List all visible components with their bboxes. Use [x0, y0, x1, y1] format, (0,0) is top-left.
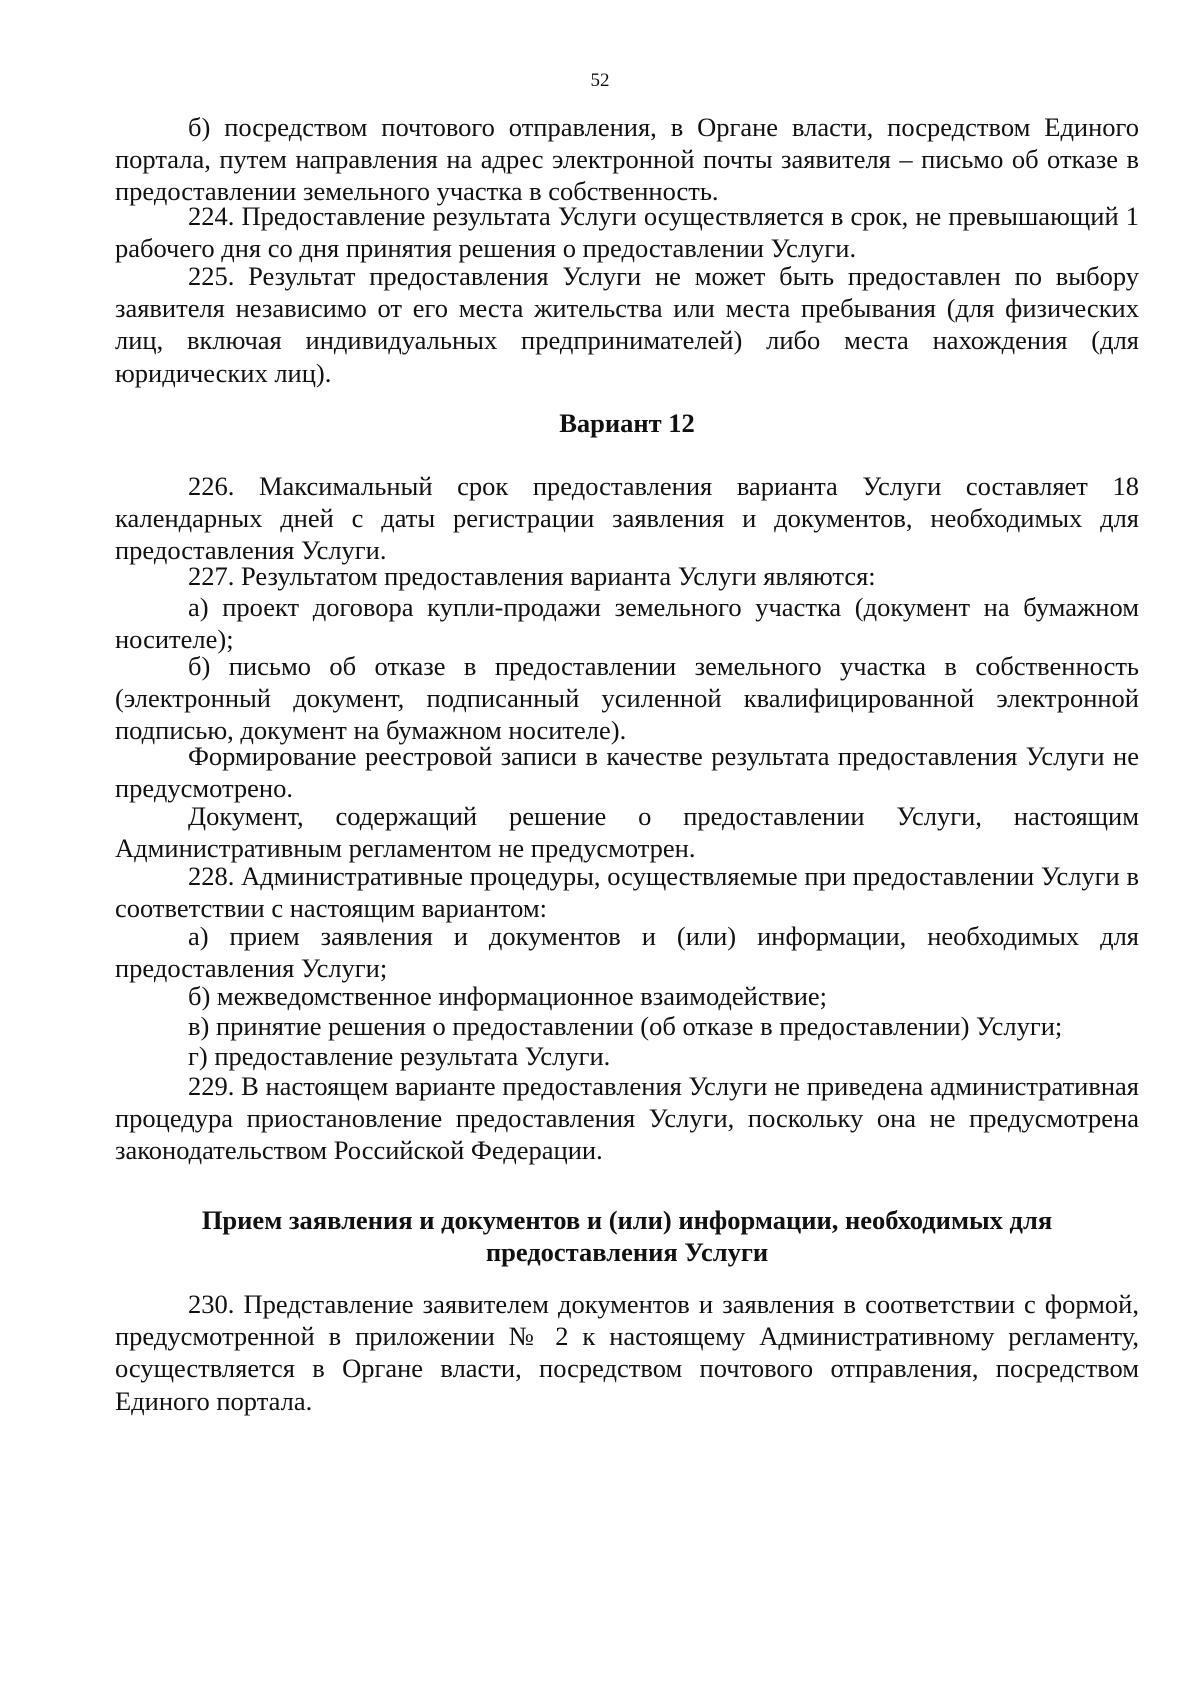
paragraph-229: 229. В настоящем варианте предоставления Услуги не приведена административная процедура приостановление предоставления Услуги, поскольку она не предусмотрена законодательством Российской Федерации.	[115, 1071, 1139, 1166]
paragraph-228-a: а) прием заявления и документов и (или) информации, необходимых для предоставления Услуги;	[115, 921, 1139, 984]
paragraph-decision-document: Документ, содержащий решение о предоставлении Услуги, настоящим Административным регламентом не предусмотрен.	[115, 801, 1139, 864]
paragraph-230: 230. Представление заявителем документов и заявления в соответствии с формой, предусмотренной в приложении № 2 к настоящему Административному регламенту, осуществляется в Органе власти, посредством почтового отправления, посредством Единого портала.	[115, 1289, 1139, 1416]
paragraph-b-postal: б) посредством почтового отправления, в Органе власти, посредством Единого портала, путем направления на адрес электронной почты заявителя – письмо об отказе в предоставлении земельного участка в собственность.	[115, 112, 1139, 207]
paragraph-228: 228. Административные процедуры, осуществляемые при предоставлении Услуги в соответствии с настоящим вариантом:	[115, 861, 1139, 924]
paragraph-228-b: б) межведомственное информационное взаимодействие;	[188, 981, 828, 1011]
paragraph-224: 224. Предоставление результата Услуги осуществляется в срок, не превышающий 1 рабочего дня со дня принятия решения о предоставлении Услуги.	[115, 201, 1139, 264]
paragraph-228-g: г) предоставление результата Услуги.	[188, 1041, 611, 1071]
paragraph-226: 226. Максимальный срок предоставления варианта Услуги составляет 18 календарных дней с даты регистрации заявления и документов, необходимых для предоставления Услуги.	[115, 471, 1139, 566]
paragraph-228-v: в) принятие решения о предоставлении (об отказе в предоставлении) Услуги;	[188, 1011, 1063, 1041]
section-heading-variant-12: Вариант 12	[559, 408, 695, 438]
paragraph-225: 225. Результат предоставления Услуги не может быть предоставлен по выбору заявителя независимо от его места жительства или места пребывания (для физических лиц, включая индивидуальных предпринимателей) либо места нахождения (для юридических лиц).	[115, 261, 1139, 388]
paragraph-registry-record: Формирование реестровой записи в качестве результата предоставления Услуги не предусмотрено.	[115, 741, 1139, 804]
paragraph-227-b: б) письмо об отказе в предоставлении земельного участка в собственность (электронный документ, подписанный усиленной квалифицированной электронной подписью, документ на бумажном носителе).	[115, 651, 1139, 746]
paragraph-227-a: а) проект договора купли-продажи земельного участка (документ на бумажном носителе);	[115, 592, 1139, 655]
paragraph-227: 227. Результатом предоставления варианта Услуги являются:	[188, 561, 876, 591]
page-number: 52	[590, 70, 610, 91]
section-heading-application-intake: Прием заявления и документов и (или) информации, необходимых для предоставления Услуги	[201, 1205, 1053, 1268]
